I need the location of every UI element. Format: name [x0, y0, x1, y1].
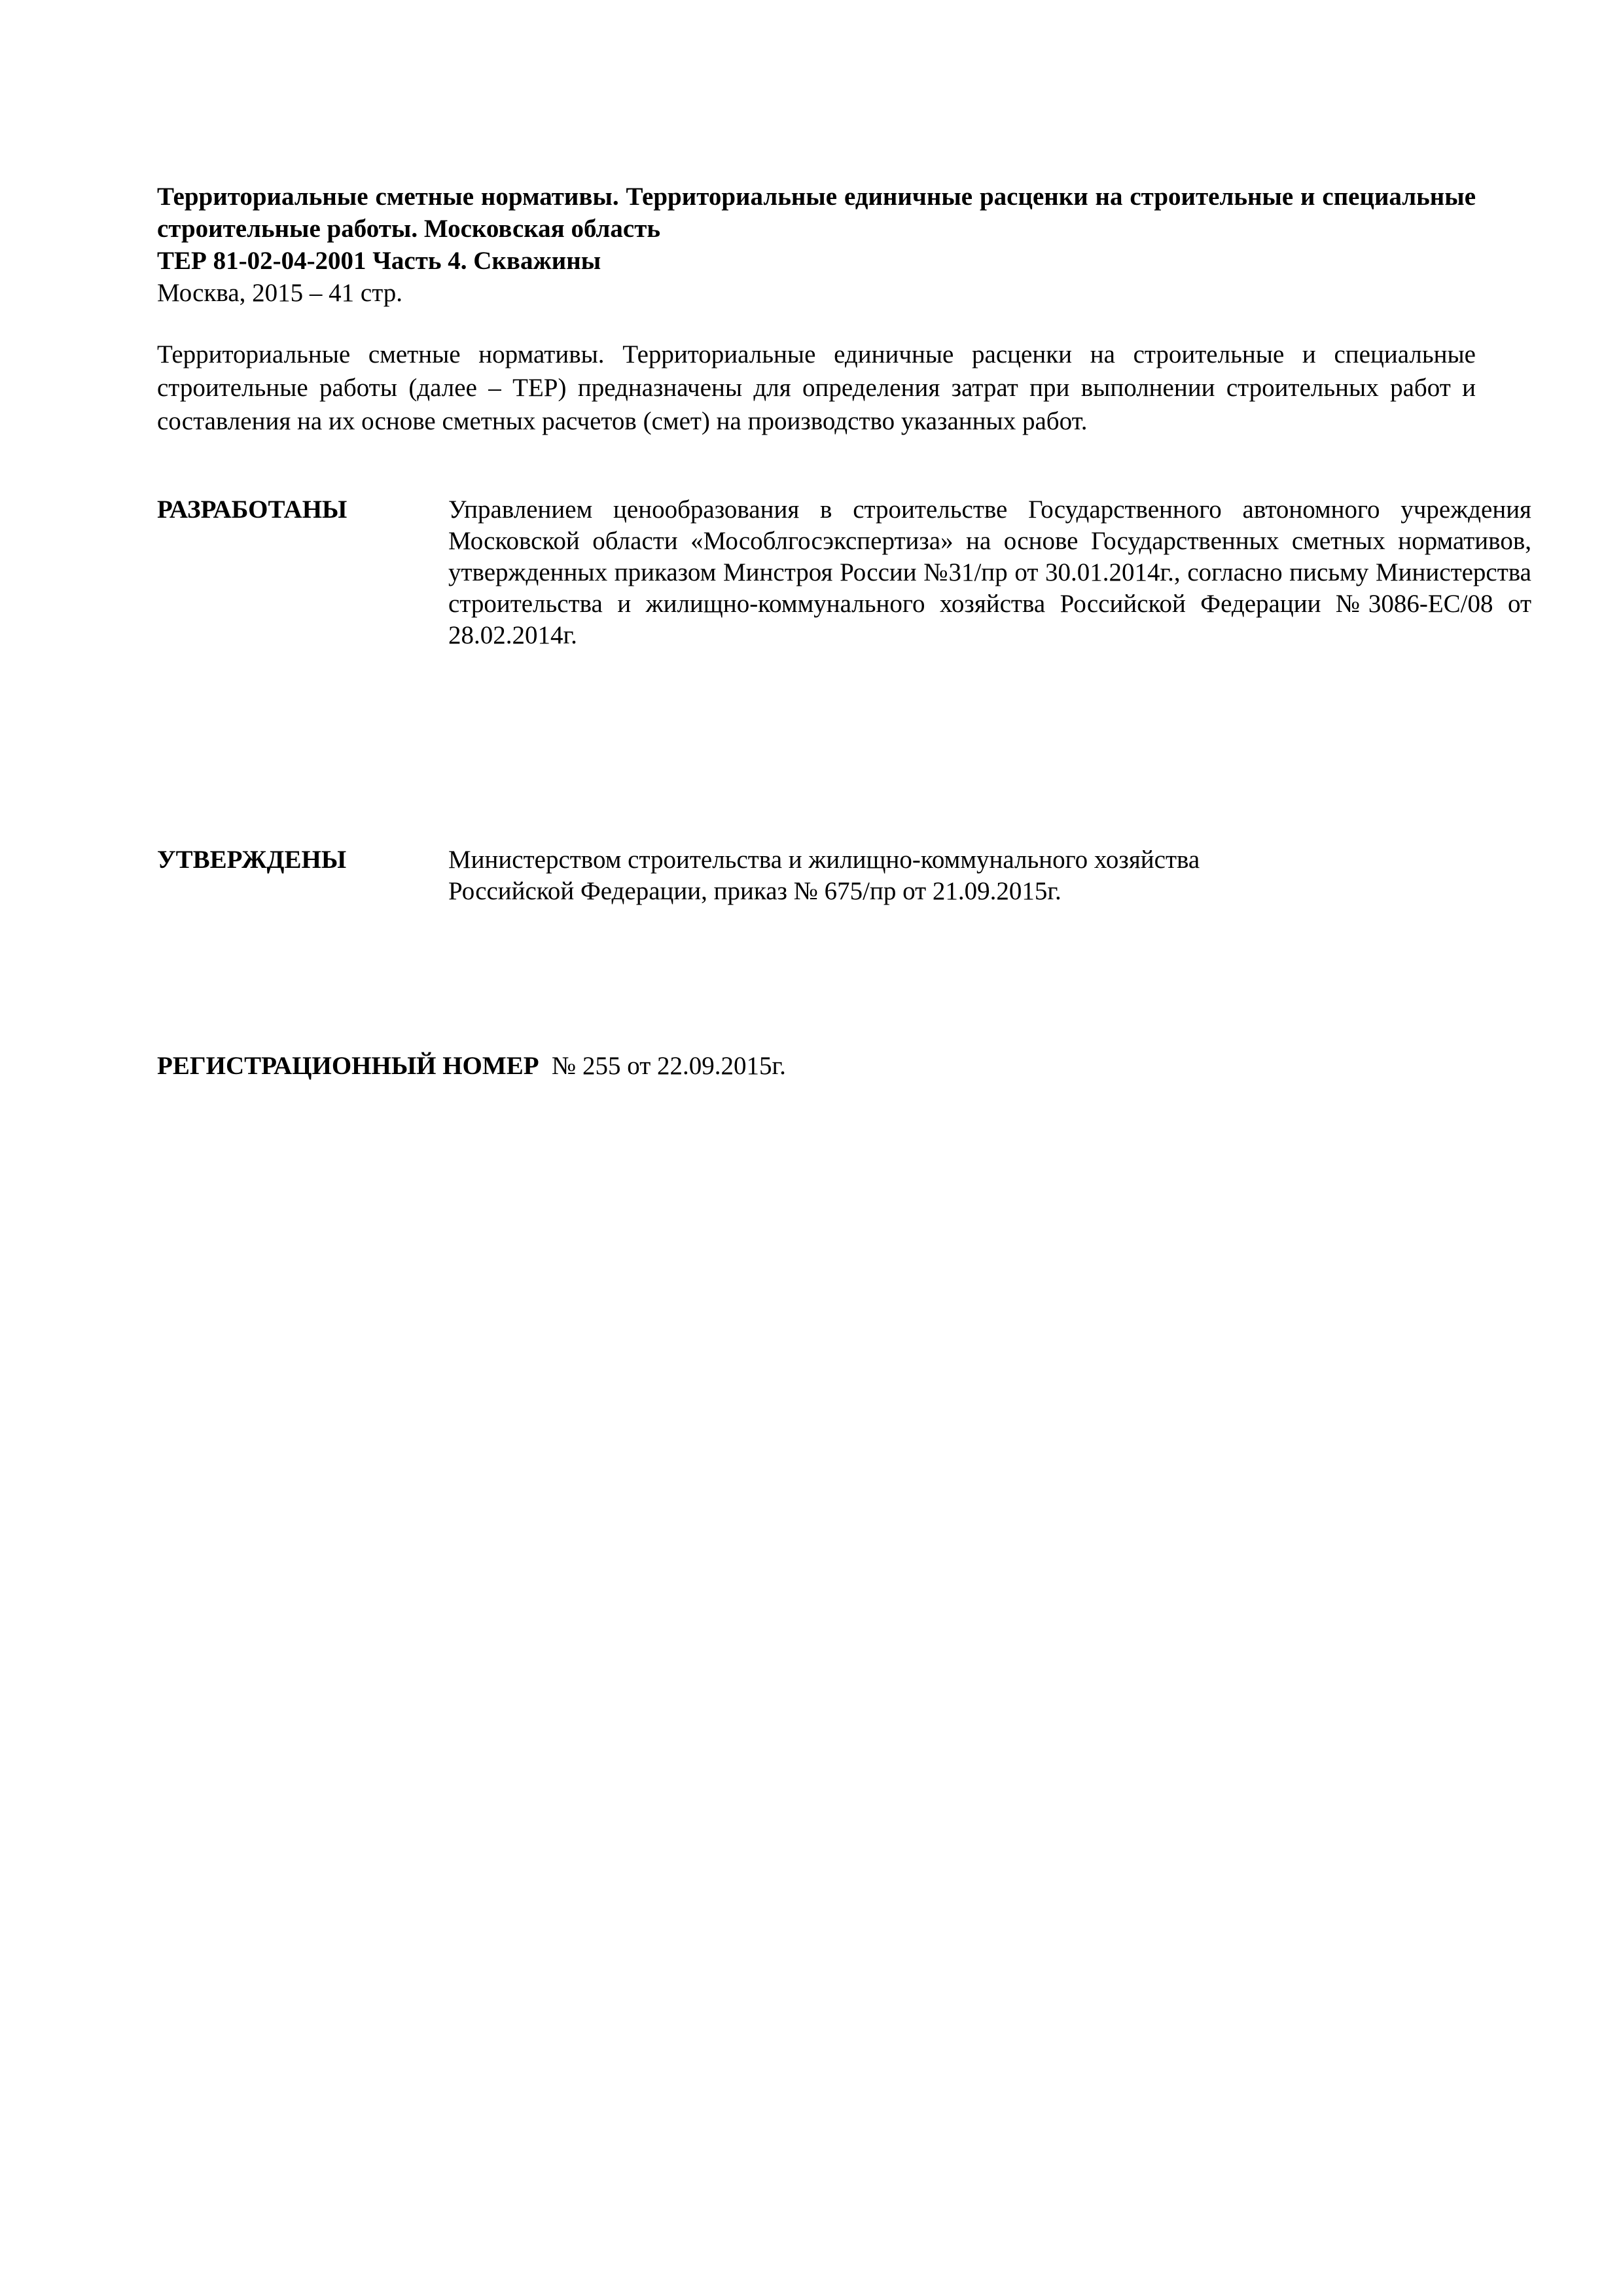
registration-label: РЕГИСТРАЦИОННЫЙ НОМЕР — [157, 1052, 539, 1080]
document-title: Территориальные сметные нормативы. Территориальные единичные расценки на строительные и специальные строительные работы. Московская область — [157, 183, 1476, 243]
intro-paragraph: Территориальные сметные нормативы. Территориальные единичные расценки на строительные и специальные строительные работы (далее – ТЕР) предназначены для определения затрат при выполнении строительных работ и составления на их основе сметных расчетов (смет) на производство указанных работ. — [157, 340, 1476, 435]
approved-line-2: Российской Федерации, приказ № 675/пр от 21.09.2015г. — [448, 877, 1061, 905]
document-header — [157, 181, 1476, 309]
approved-label: УТВЕРЖДЕНЫ — [157, 846, 347, 874]
registration-section — [157, 1050, 786, 1082]
developed-text: Управлением ценообразования в строительстве Государственного автономного учреждения Московской области «Мособлгосэкспертиза» на основе Государственных сметных нормативов, утвержденных приказом Минстроя России №31/пр от 30.01.2014г., согласно письму Министерства строительства и жилищно-коммунального хозяйства Российской Федерации №3086-ЕС/08 от 28.02.2014г. — [448, 495, 1531, 649]
approved-text — [448, 844, 1364, 907]
approved-line-1: Министерством строительства и жилищно-коммунального хозяйства — [448, 846, 1200, 874]
document-code: ТЕР 81-02-04-2001 Часть 4. Скважины — [157, 247, 601, 275]
developed-label: РАЗРАБОТАНЫ — [157, 495, 348, 524]
document-city-info: Москва, 2015 – 41 стр. — [157, 279, 402, 307]
registration-value: № 255 от 22.09.2015г. — [552, 1052, 786, 1080]
